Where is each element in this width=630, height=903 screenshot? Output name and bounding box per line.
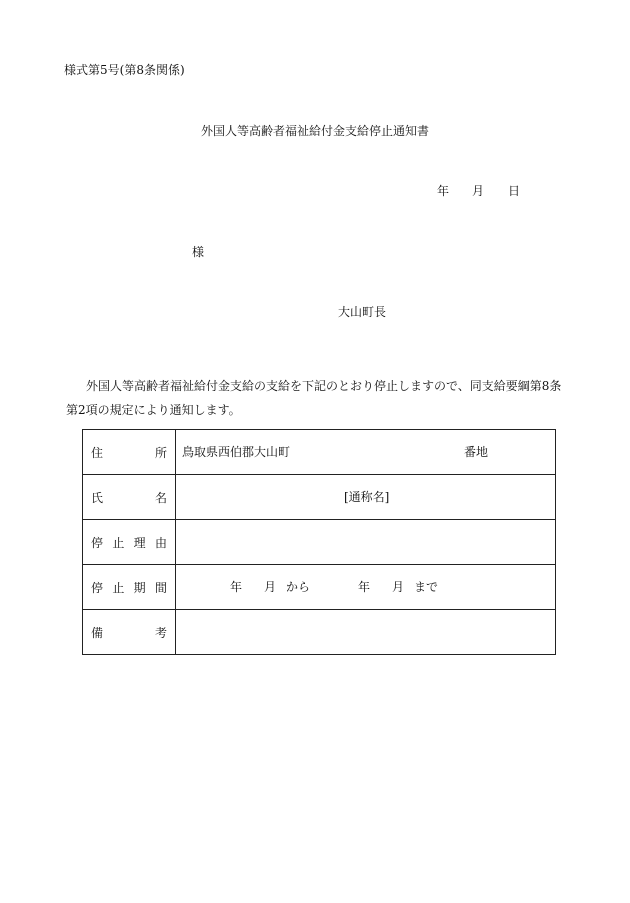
table-row-remarks — [83, 610, 556, 655]
name-value — [176, 475, 556, 520]
period-end-month: 月 — [392, 580, 405, 594]
period-until: まで — [414, 580, 439, 594]
reason-label: 停 止 理 由 — [83, 520, 176, 565]
document-title: 外国人等高齢者福祉給付金支給停止通知書 — [200, 124, 429, 138]
remarks-label: 備 考 — [83, 610, 176, 655]
table-row-period — [83, 565, 556, 610]
recipient-honorific: 様 — [192, 245, 205, 259]
period-value — [176, 565, 556, 610]
alias-label: [通称名] — [344, 490, 390, 504]
address-prefix: 鳥取県西伯郡大山町 — [182, 445, 291, 459]
period-label: 停 止 期 間 — [83, 565, 176, 610]
table-row-name — [83, 475, 556, 520]
address-value — [176, 430, 556, 475]
date-year-label: 年 — [437, 184, 450, 198]
period-start-year: 年 — [230, 580, 243, 594]
name-label: 氏 名 — [83, 475, 176, 520]
date-day-label: 日 — [508, 184, 521, 198]
form-number: 様式第5号(第8条関係) — [64, 63, 185, 77]
period-end-year: 年 — [358, 580, 371, 594]
issuer-name: 大山町長 — [338, 305, 387, 319]
body-text: 外国人等高齢者福祉給付金支給の支給を下記のとおり停止しますので、同支給要綱第8条第2項の規定により通知します。 — [66, 379, 562, 417]
remarks-value — [176, 610, 556, 655]
period-from: から — [286, 580, 311, 594]
table-row-reason — [83, 520, 556, 565]
address-label: 住 所 — [83, 430, 176, 475]
info-table — [82, 429, 556, 655]
date-month-label: 月 — [472, 184, 485, 198]
address-suffix: 番地 — [464, 445, 489, 459]
table-row-address — [83, 430, 556, 475]
reason-value — [176, 520, 556, 565]
period-start-month: 月 — [264, 580, 277, 594]
